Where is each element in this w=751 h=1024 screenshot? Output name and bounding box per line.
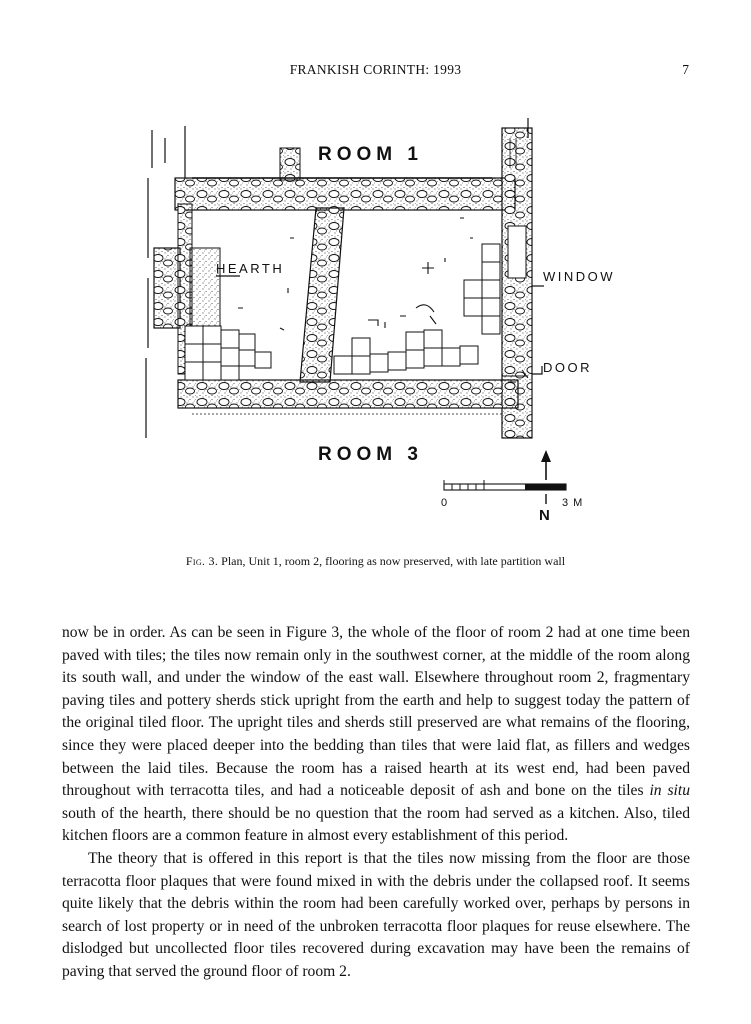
paragraph-2: The theory that is offered in this report is that the tiles now missing from the floor are those terracotta floor plaques that were found mixed in with the debris under the collapsed roof. It seems quite likely that the debris within the room had been carefully worked over, perhaps by persons in search of lost property or in need of the unbroken terracotta floor plaques for reuse elsewhere. The dislodged but uncollected floor tiles recovered during excavation may have been the remains of paving that served the ground floor of room 2. <box>62 849 690 980</box>
paragraph-1 <box>62 622 690 848</box>
window-label: WINDOW <box>543 269 616 284</box>
paragraph-1-part-a: now be in order. As can be seen in Figure 3, the whole of the floor of room 2 had at one time been paved with tiles; the tiles now remain only in the southwest corner, at the middle of the room along its south wall, and under the window of the east wall. Elsewhere throughout room 2, fragmentary paving tiles and pottery sherds stick upright from the earth and help to suggest today the pattern of the original tiled floor. The upright tiles and sherds still preserved are what remains of the flooring, since they were placed deeper into the bedding than tiles that were laid flat, as fillers and wedges between the laid tiles. Because the room has a raised hearth at its west end, had been paved throughout with terracotta tiles, and had a noticeable deposit of ash and bone on the tiles <box>62 624 690 800</box>
north-arrow-icon <box>541 450 551 504</box>
south-wall <box>178 380 518 414</box>
plan-figure <box>130 108 630 528</box>
figure-caption-text: Plan, Unit 1, room 2, flooring as now preserved, with late partition wall <box>218 554 566 568</box>
room1-label: ROOM 1 <box>318 144 423 165</box>
floor-tiles-southwest <box>185 326 271 380</box>
floor-tiles-east <box>464 244 500 334</box>
paragraph-1-italic: in situ <box>649 782 691 800</box>
running-title: FRANKISH CORINTH: 1993 <box>289 62 462 77</box>
hearth-block <box>190 248 220 326</box>
scale-start-label: 0 <box>441 497 448 509</box>
figure-caption <box>0 554 751 569</box>
page-number: 7 <box>682 62 689 77</box>
door-label: DOOR <box>543 360 592 375</box>
floor-tiles-south <box>334 330 478 374</box>
running-head <box>0 62 751 82</box>
scale-bar <box>444 480 566 490</box>
scale-end-label: 3 M <box>562 497 584 509</box>
room3-label: ROOM 3 <box>318 444 423 465</box>
paragraph-1-part-b: south of the hearth, there should be no question that the room had served as a kitchen. Also, tiled kitchen floors are a common feature in almost every establishment of this period. <box>62 804 690 845</box>
figure-caption-label: Fig. 3. <box>185 554 219 568</box>
hearth-label: HEARTH <box>216 261 285 276</box>
body-text <box>62 622 690 984</box>
north-label: N <box>539 507 550 524</box>
